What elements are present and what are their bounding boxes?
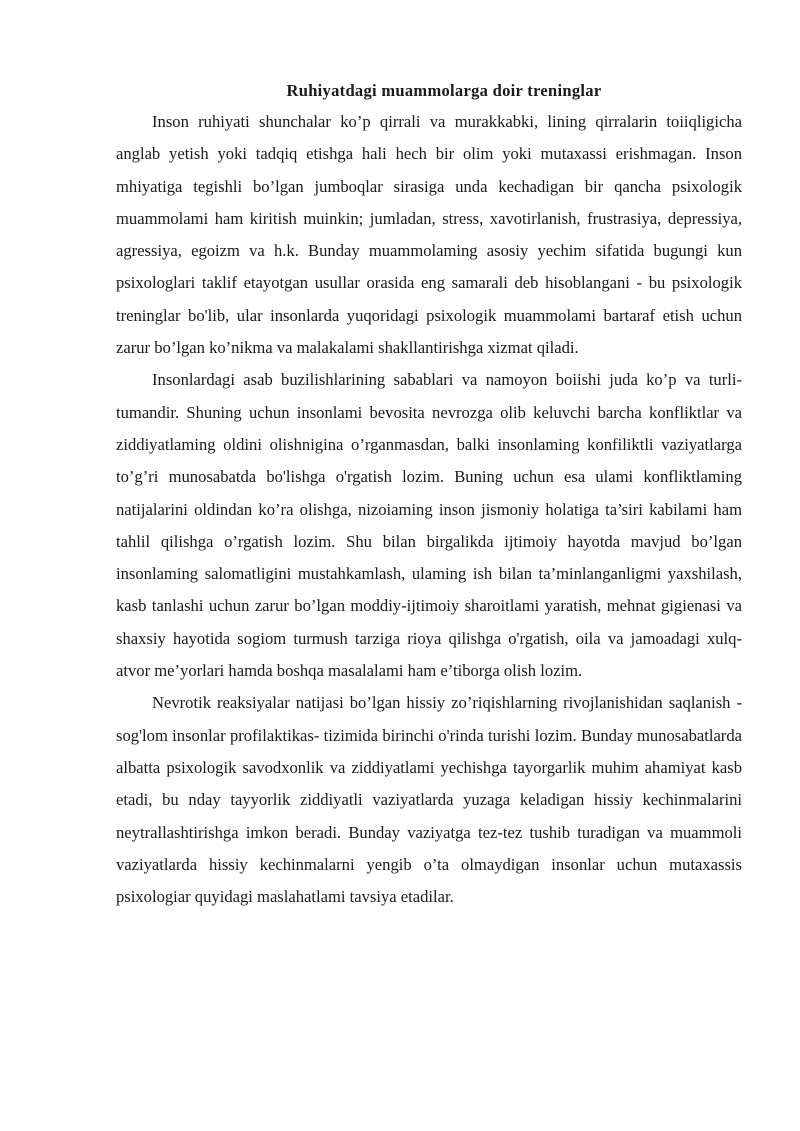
paragraph-1: Inson ruhiyati shunchalar ko’p qirrali va murakkabki, lining qirralarin toiiqligicha anglab yetish yoki tadqiq etishga hali hech bir olim yoki mutaxassi erishmagan. Inson mhiyatiga tegishli bo’lgan jumboqlar sirasiga unda kechadigan bir qancha psixologik muammolami ham kiritish muinkin; jumladan, stress, xavotirlanish, frustrasiya, depressiya, agressiya, egoizm va h.k. Bunday muammolaming asosiy yechim sifatida bugungi kun psixologlari taklif etayotgan usullar orasida eng samarali deb hisoblangani - bu psixologik treninglar bo'lib, ular insonlarda yuqoridagi psixologik muammolami bartaraf etish uchun zarur bo’lgan ko’nikma va malakalami shakllantirishga xizmat qiladi. — [116, 112, 742, 358]
document-title: Ruhiyatdagi muammolarga doir treninglar — [286, 81, 602, 100]
paragraph-3: Nevrotik reaksiyalar natijasi bo’lgan hissiy zo’riqishlarning rivojlanishidan saqlanish - sog'lom insonlar profilaktikas- tizimida birinchi o'rinda turishi lozim. Bunday munosabatlarda albatta psixologik savodxonlik va ziddiyatlami yechishga tayorgarlik muhim ahamiyat kasb etadi, bu nday tayyorlik ziddiyatli vaziyatlarda yuzaga keladigan hissiy kechinmalarini neytrallashtirishga imkon beradi. Bunday vaziyatga tez-tez tushib turadigan va muammoli vaziyatlarda hissiy kechinmalarni yengib o’ta olmaydigan insonlar uchun mutaxassis psixologiar quyidagi maslahatlami tavsiya etadilar. — [116, 693, 742, 907]
paragraph-2: Insonlardagi asab buzilishlarining sabablari va namoyon boiishi juda ko’p va turli-tumandir. Shuning uchun insonlami bevosita nevrozga olib keluvchi barcha konfliktlar va ziddiyatlaming oldini olishnigina o’rganmasdan, balki insonlaming konfiliktli vaziyatlarga to’g’ri munosabatda bo'lishga o'rgatish lozim. Buning uchun esa ulami konfliktlaming natijalarini oldindan ko’ra olishga, nizoiaming inson jismoniy holatiga ta’siri kabilami ham tahlil qilishga o’rgatish lozim. Shu bilan birgalikda ijtimoiy hayotda mavjud bo’lgan insonlaming salomatligini mustahkamlash, ulaming ish bilan ta’minlanganligmi yaxshilash, kasb tanlashi uchun zarur bo’lgan moddiy-ijtimoiy sharoitlami yaratish, mehnat gigienasi va shaxsiy hayotida sogiom turmush tarziga rioya qilishga o'rgatish, oila va jamoadagi xulq- atvor me’yorlari hamda boshqa masalalami ham e’tiborga olish lozim. — [116, 370, 742, 681]
